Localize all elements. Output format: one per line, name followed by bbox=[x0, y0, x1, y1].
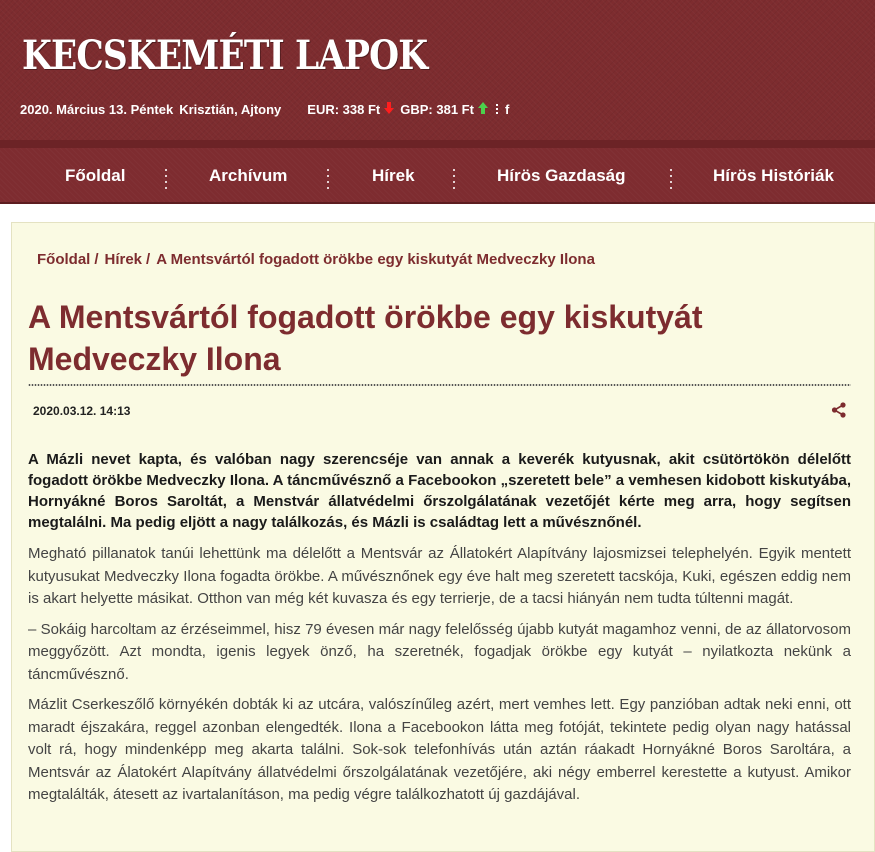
breadcrumb-home[interactable]: Főoldal bbox=[37, 251, 91, 268]
nav-separator bbox=[670, 167, 672, 191]
eur-rate: EUR: 338 Ft bbox=[307, 101, 381, 117]
nameday: Krisztián, Ajtony bbox=[179, 101, 282, 117]
title-divider bbox=[28, 384, 851, 386]
current-date: 2020. Március 13. Péntek bbox=[20, 101, 174, 117]
article-paragraph: Megható pillanatok tanúi lehettünk ma délelőtt a Mentsvár az Állatokért Alapítvány lajosmizsei telephelyén. Egyik mentett kutyusukat Medveczky Ilona fogadta örökbe. A művésznőnek egy éve halt meg szeretett tacskója, Kuki, egészen eddig nem is akart helyette másikat. Otthon van még két kuvasza és egy terrierje, de a tacsi hiányán nem tudta túltenni magát. bbox=[28, 545, 851, 607]
up-arrow-icon bbox=[478, 101, 488, 117]
site-header bbox=[0, 0, 875, 140]
nav-separator bbox=[453, 167, 455, 191]
breadcrumb bbox=[37, 251, 595, 268]
down-arrow-icon bbox=[384, 101, 394, 117]
article-paragraph: Mázlit Cserkeszőlő környékén dobták ki az utcára, valószínűleg azért, mert vemhes lett. Egy panzióban adtak neki enni, ott maradt éjszakára, reggel azonban elengedték. Ilona a Facebookon látta meg fotóját, tekintete pedig olyan nagy hatással volt rá, hogy mindenképp meg akarta találni. Sok-sok telefonhívás után aztán ráakadt Hornyákné Boros Saroltára, a Mentsvár az Álatokért Alapítvány állatvédelmi őrszolgálatának vezetőjére, aki négy emberrel kerestette a kutyust. Amikor megtalálták, átesett az ivartalanításon, ma pedig végre találkozhatott új gazdájával. bbox=[28, 696, 851, 803]
nav-item-home[interactable]: Főoldal bbox=[65, 166, 126, 185]
article-date: 2020.03.12. 14:13 bbox=[33, 404, 131, 418]
breadcrumb-current: A Mentsvártól fogadott örökbe egy kiskutyát Medveczky Ilona bbox=[156, 251, 595, 268]
nav-separator bbox=[165, 167, 167, 191]
site-logo[interactable] bbox=[22, 34, 427, 78]
nav-separator bbox=[327, 167, 329, 191]
main-nav bbox=[0, 140, 875, 202]
article-lead: A Mázli nevet kapta, és valóban nagy szerencséje van annak a keverék kutyusnak, akit csütörtökön délelőtt fogadott örökbe Medveczky Ilona. A táncművésznő a Facebookon „szeretett bele” a vemhesen kidobott kiskutyába, Hornyákné Boros Saroltát, a Menstvár állatvédelmi őrszolgálatának vezetőjét kérte meg arra, hogy segítsen megtalálni. Ma pedig eljött a nagy találkozás, és Mázli is családtag lett a művésznőnél. bbox=[28, 451, 851, 531]
breadcrumb-separator: / bbox=[146, 251, 151, 268]
logo-text: KECSKEMÉTI LAPOK bbox=[22, 32, 428, 79]
nav-item-history[interactable]: Hírös Históriák bbox=[713, 166, 834, 185]
info-bar bbox=[20, 100, 509, 118]
gbp-rate: GBP: 381 Ft bbox=[400, 101, 474, 117]
article-title: A Mentsvártól fogadott örökbe egy kiskutyát Medveczky Ilona bbox=[28, 299, 703, 377]
breadcrumb-news[interactable]: Hírek bbox=[104, 251, 143, 268]
nav-item-archive[interactable]: Archívum bbox=[209, 166, 288, 185]
nav-item-news[interactable]: Hírek bbox=[372, 166, 415, 185]
article-body bbox=[28, 449, 851, 815]
share-icon[interactable] bbox=[830, 401, 848, 419]
facebook-icon[interactable]: f bbox=[504, 101, 510, 117]
breadcrumb-separator: / bbox=[94, 251, 99, 268]
nav-border bbox=[0, 202, 875, 204]
separator-dots bbox=[496, 102, 499, 116]
nav-item-economy[interactable]: Hírös Gazdaság bbox=[497, 166, 626, 185]
article-paragraph: – Sokáig harcoltam az érzéseimmel, hisz 79 évesen már nagy felelősség újabb kutyát magamhoz venni, de az állatorvosom meggyőzött. Azt mondta, igenis legyek önző, ha szeretnék, fogadjak örökbe egy kutyát – nyilatkozta nekünk a táncművésznő. bbox=[28, 620, 851, 683]
